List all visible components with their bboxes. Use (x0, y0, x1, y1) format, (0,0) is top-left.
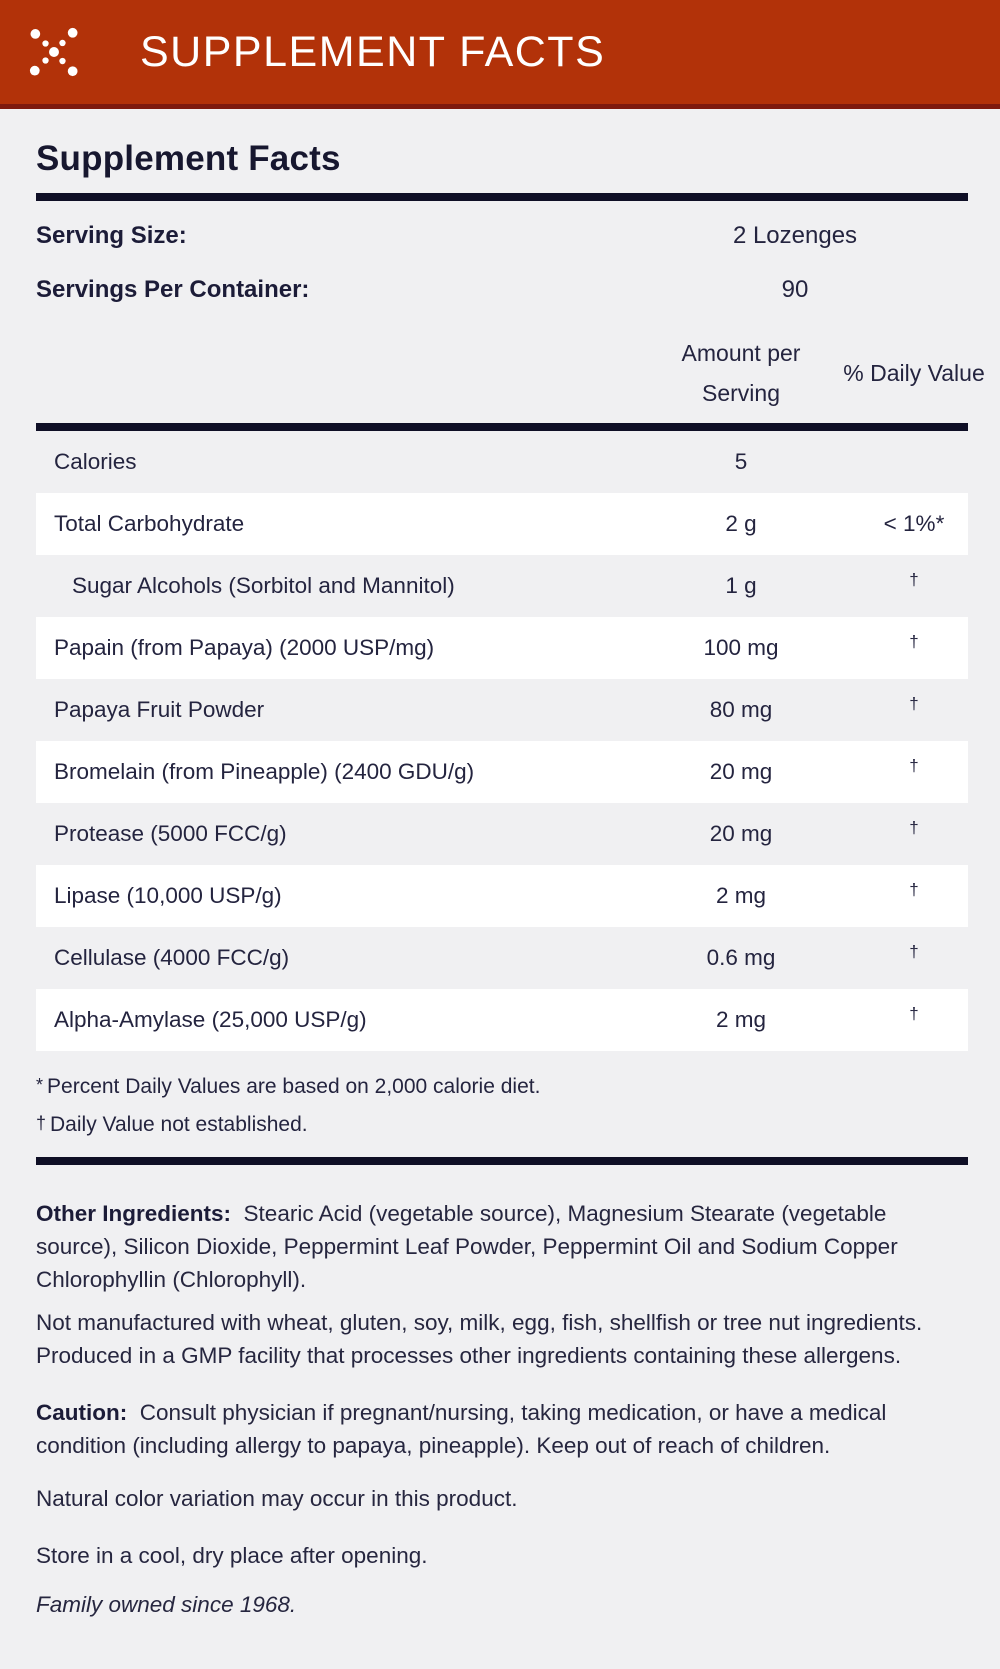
amount-cell: 1 g (725, 573, 757, 598)
amount-cell: 100 mg (703, 635, 779, 660)
ingredient-name: Papaya Fruit Powder (54, 697, 265, 722)
amount-cell: 20 mg (709, 759, 773, 784)
table-row-papain (36, 617, 968, 679)
family-owned-tagline: Family owned since 1968. (36, 1592, 297, 1617)
footnote-daily-values (36, 1075, 968, 1099)
storage-note: Store in a cool, dry place after opening. (36, 1543, 428, 1568)
amount-cell: 5 (734, 449, 748, 474)
caution-label: Caution: (36, 1400, 128, 1425)
amount-cell: 0.6 mg (706, 945, 776, 970)
dv-cell: † (909, 1004, 919, 1023)
serving-size-row (36, 219, 968, 253)
servings-per-container-label: Servings Per Container: (36, 276, 310, 303)
details-section (36, 1197, 968, 1621)
table-row-sugar-alcohols (36, 555, 968, 617)
dv-cell: † (909, 880, 919, 899)
table-column-headers (36, 333, 985, 413)
other-ingredients-label: Other Ingredients: (36, 1201, 232, 1226)
ingredient-name: Lipase (10,000 USP/g) (54, 883, 282, 908)
footnotes (36, 1075, 968, 1137)
dv-cell: † (909, 942, 919, 961)
caution-paragraph (36, 1396, 968, 1462)
serving-size-value: 2 Lozenges (732, 222, 858, 249)
serving-size-label: Serving Size: (36, 222, 187, 249)
header-banner (0, 0, 1000, 109)
ingredient-name: Bromelain (from Pineapple) (2400 GDU/g) (54, 759, 475, 784)
footnote-dv-not-established (36, 1113, 968, 1137)
ingredient-name: Protease (5000 FCC/g) (54, 821, 287, 846)
dv-cell: † (909, 632, 919, 651)
dv-cell: † (909, 694, 919, 713)
dagger-marker: † (36, 1113, 47, 1133)
banner-title: SUPPLEMENT FACTS (140, 27, 606, 76)
table-row-calories (36, 431, 968, 493)
asterisk-marker: * (36, 1075, 44, 1095)
color-variation-note: Natural color variation may occur in this product. (36, 1486, 518, 1511)
amount-cell: 80 mg (709, 697, 773, 722)
amount-cell: 20 mg (709, 821, 773, 846)
panel-title: Supplement Facts (36, 139, 341, 178)
table-row-total-carbohydrate (36, 493, 968, 555)
divider-under-headers (36, 423, 968, 431)
amount-cell: 2 mg (715, 883, 767, 908)
table-row-papaya-fruit-powder (36, 679, 968, 741)
ingredient-name: Papain (from Papaya) (2000 USP/mg) (54, 635, 435, 660)
divider-bottom (36, 1157, 968, 1165)
caution-text: Consult physician if pregnant/nursing, taking medication, or have a medical condition (including allergy to papaya, pineapple). Keep out of reach of children. (36, 1400, 887, 1458)
footnote-text: Percent Daily Values are based on 2,000 calorie diet. (47, 1075, 541, 1098)
table-row-cellulase (36, 927, 968, 989)
ingredient-name: Alpha-Amylase (25,000 USP/g) (54, 1007, 367, 1032)
ingredient-name: Total Carbohydrate (54, 511, 245, 536)
footnote-text: Daily Value not established. (50, 1113, 308, 1136)
ingredient-name: Calories (54, 449, 137, 474)
servings-per-container-row (36, 273, 968, 307)
ingredient-name: Cellulase (4000 FCC/g) (54, 945, 290, 970)
servings-per-container-value: 90 (781, 276, 809, 303)
dots-x-logo-icon (28, 26, 80, 78)
facts-table (36, 431, 968, 1051)
table-row-protease (36, 803, 968, 865)
daily-value-header: % Daily Value (843, 360, 985, 386)
table-row-bromelain (36, 741, 968, 803)
other-ingredients-paragraph (36, 1197, 968, 1296)
divider-top (36, 193, 968, 201)
dv-cell: † (909, 570, 919, 589)
supplement-facts-panel (0, 139, 1000, 1621)
amount-cell: 2 g (725, 511, 757, 536)
table-row-lipase (36, 865, 968, 927)
dv-cell: † (909, 756, 919, 775)
ingredient-name: Sugar Alcohols (Sorbitol and Mannitol) (72, 573, 455, 598)
amount-per-serving-header: Amount per Serving (681, 340, 801, 406)
table-row-alpha-amylase (36, 989, 968, 1051)
other-ingredients-text: Stearic Acid (vegetable source), Magnesium Stearate (vegetable source), Silicon Dioxide, Peppermint Leaf Powder, Peppermint Oil and Sodium Copper Chlorophyllin (Chlorophyll). (36, 1201, 898, 1292)
allergen-paragraph: Not manufactured with wheat, gluten, soy, milk, egg, fish, shellfish or tree nut ingredients. Produced in a GMP facility that processes other ingredients containing these allergens. (36, 1310, 923, 1368)
amount-cell: 2 mg (715, 1007, 767, 1032)
dv-cell: † (909, 818, 919, 837)
dv-cell: < 1%* (883, 511, 945, 536)
